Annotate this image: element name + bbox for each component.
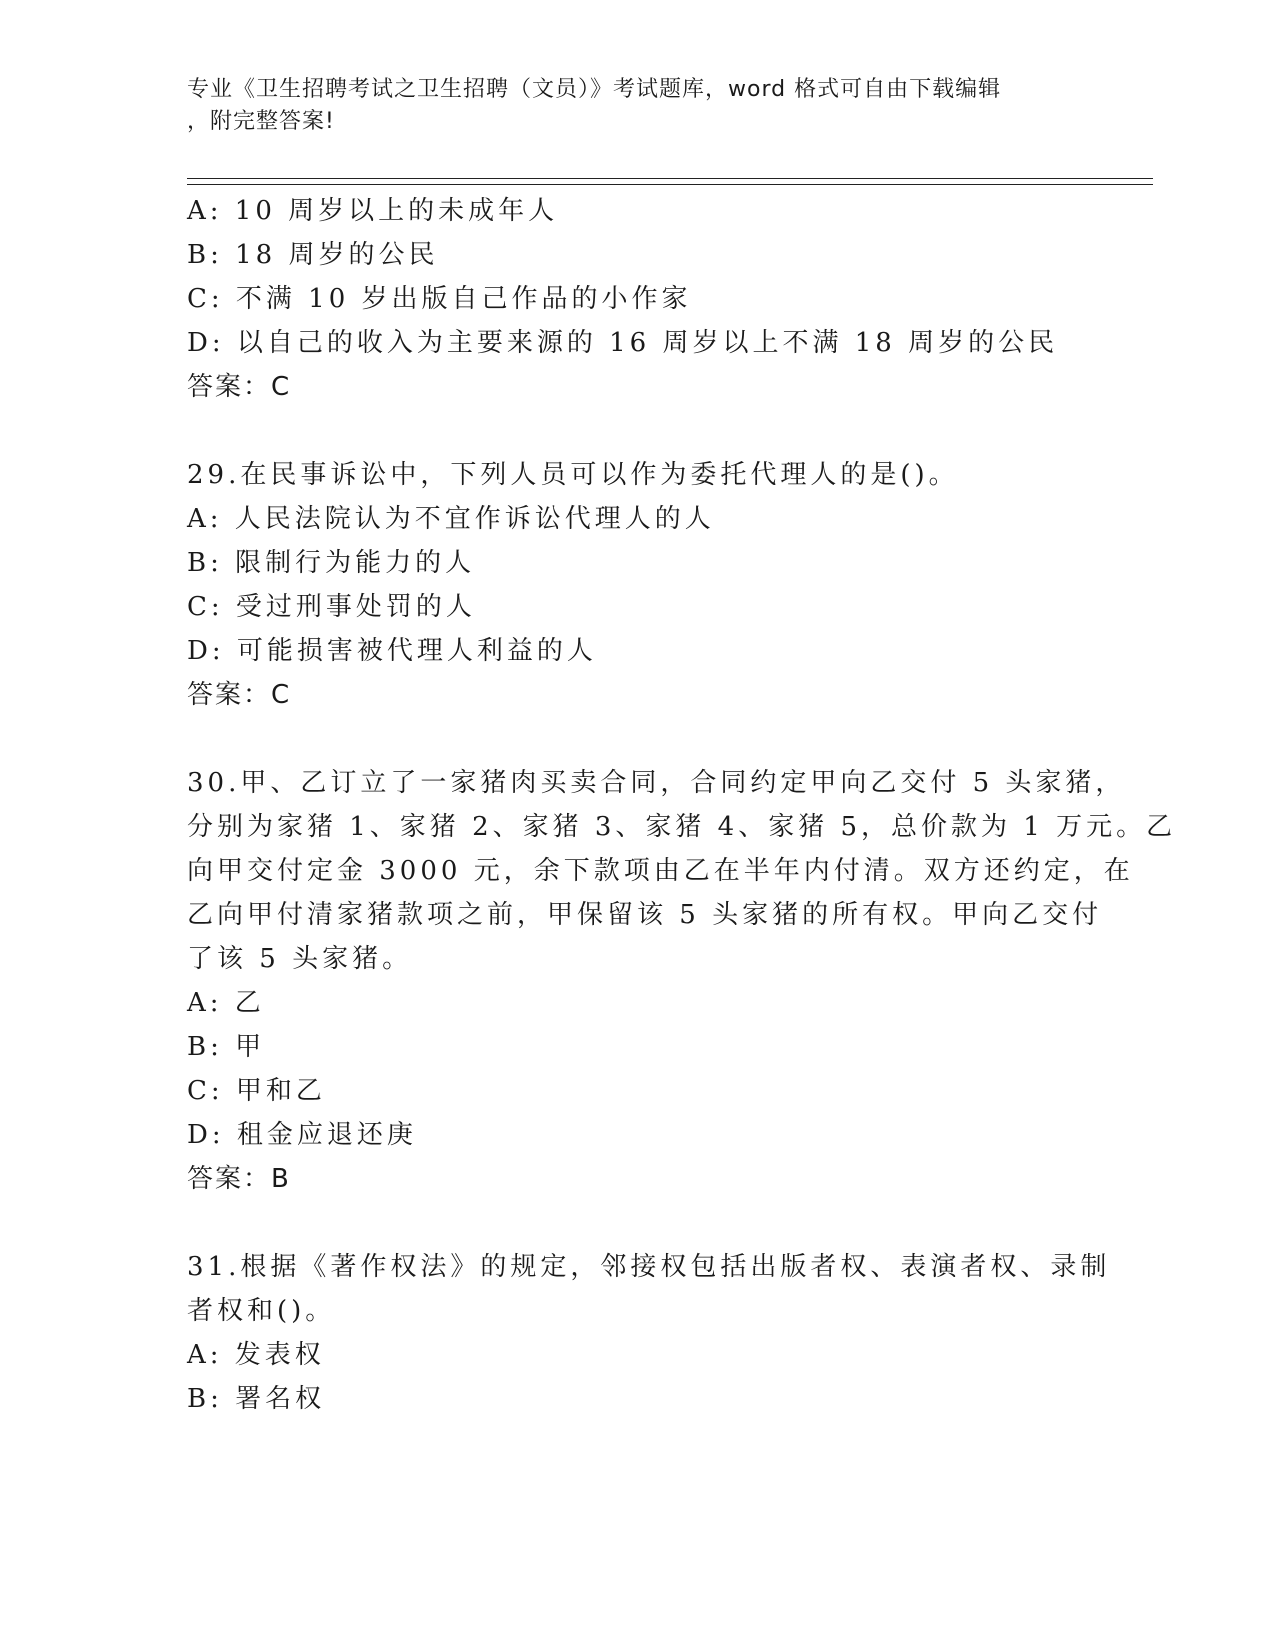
q30-option-b: B: 甲 [187, 1032, 266, 1062]
q29-answer: 答案：C [187, 680, 292, 710]
q29-question: 29.在民事诉讼中，下列人员可以作为委托代理人的是()。 [187, 460, 959, 490]
q29-option-a: A: 人民法院认为不宜作诉讼代理人的人 [187, 504, 715, 534]
q30-answer: 答案：B [187, 1164, 291, 1194]
q30-option-a: A: 乙 [187, 988, 265, 1018]
q28-answer: 答案：C [187, 372, 292, 402]
header-rule-bottom [187, 184, 1153, 185]
q31-question-line-2: 者权和()。 [187, 1296, 336, 1326]
q29-option-b: B: 限制行为能力的人 [187, 548, 476, 578]
q31-question-line-1: 31.根据《著作权法》的规定，邻接权包括出版者权、表演者权、录制 [187, 1252, 1111, 1282]
q30-question-line-4: 乙向甲付清家猪款项之前，甲保留该 5 头家猪的所有权。甲向乙交付 [187, 900, 1103, 930]
q28-option-b: B: 18 周岁的公民 [187, 240, 439, 270]
q30-question-line-3: 向甲交付定金 3000 元，余下款项由乙在半年内付清。双方还约定，在 [187, 856, 1134, 886]
q30-question-line-5: 了该 5 头家猪。 [187, 944, 413, 974]
q29-option-d: D: 可能损害被代理人利益的人 [187, 636, 597, 666]
q30-question-line-1: 30.甲、乙订立了一家猪肉买卖合同，合同约定甲向乙交付 5 头家猪， [187, 768, 1126, 798]
q30-option-c: C: 甲和乙 [187, 1076, 326, 1106]
q29-option-c: C: 受过刑事处罚的人 [187, 592, 476, 622]
q28-option-d: D: 以自己的收入为主要来源的 16 周岁以上不满 18 周岁的公民 [187, 328, 1059, 358]
q30-option-d: D: 租金应退还庚 [187, 1120, 417, 1150]
q31-option-b: B: 署名权 [187, 1384, 326, 1414]
header-rule-top [187, 178, 1153, 179]
q30-question-line-2: 分别为家猪 1、家猪 2、家猪 3、家猪 4、家猪 5，总价款为 1 万元。乙 [187, 812, 1177, 842]
q28-option-c: C: 不满 10 岁出版自己作品的小作家 [187, 284, 692, 314]
header-line-2: ，附完整答案! [187, 109, 335, 134]
header-line-1: 专业《卫生招聘考试之卫生招聘（文员）》考试题库，word 格式可自由下载编辑 [187, 77, 1002, 102]
q31-option-a: A: 发表权 [187, 1340, 325, 1370]
document-header [187, 74, 1067, 138]
q28-option-a: A: 10 周岁以上的未成年人 [187, 196, 559, 226]
